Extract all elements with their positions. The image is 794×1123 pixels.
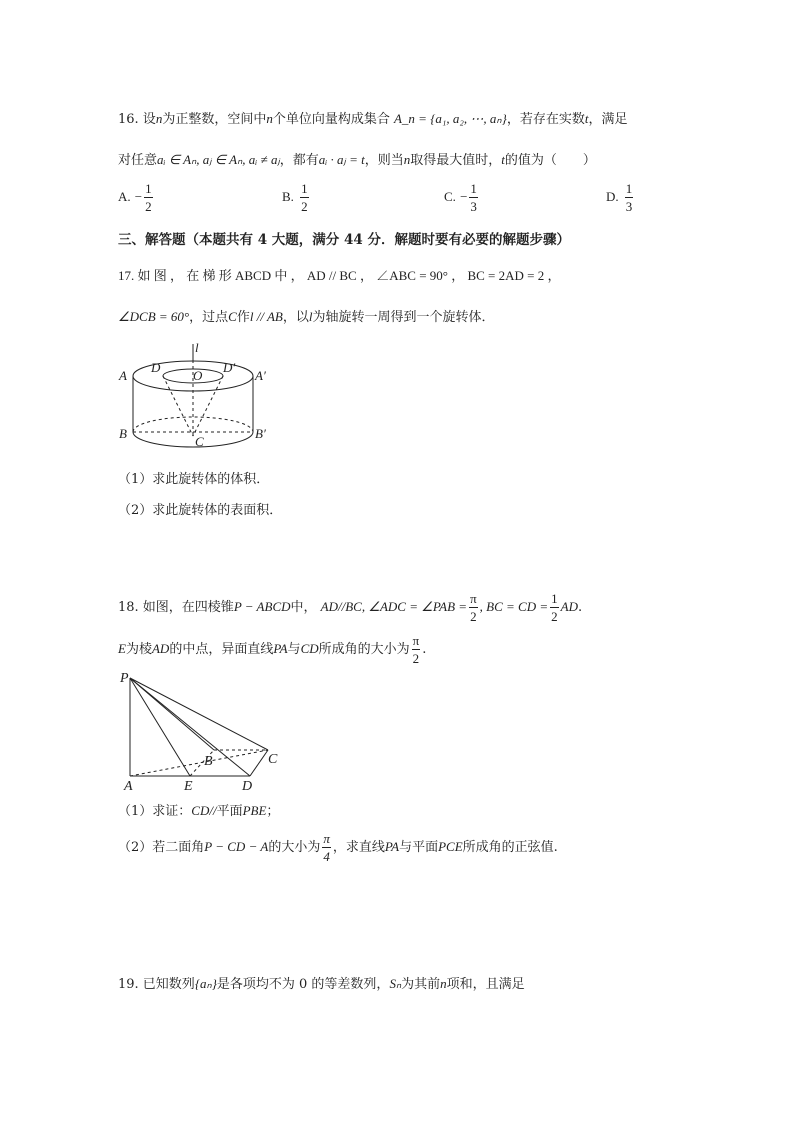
label-D: D — [151, 360, 161, 375]
fraction: $\frac{1}{3}$ — [625, 181, 633, 214]
label-B: B — [119, 426, 127, 441]
q16-option-b[interactable]: B. $\frac{1}{2}$ — [282, 181, 308, 214]
fraction-pi-2: $\frac{\pi}{2}$ — [412, 633, 420, 666]
q16-line1: 16. 设n为正整数，空间中n个单位向量构成集合 A_n = {a₁, a₂, ⋯, aₙ}，若存在实数t，满足 — [118, 111, 628, 127]
q18-sub1: （1）求证：CD//平面PBE； — [118, 803, 280, 819]
q17-line1: 17. 如 图 ， 在 梯 形 ABCD 中 ， AD // BC ， ∠ABC = 90° ， BC = 2AD = 2 ， — [118, 268, 561, 283]
q16-option-c[interactable]: C. − $\frac{1}{3}$ — [444, 181, 477, 214]
rotation-solid-figure — [115, 340, 275, 452]
label-B: B — [204, 754, 213, 769]
q16-option-d[interactable]: D. $\frac{1}{3}$ — [606, 181, 633, 214]
q16-option-a[interactable]: A. − $\frac{1}{2}$ — [118, 181, 152, 214]
q19-line1: 19. 已知数列{aₙ}是各项均不为 0 的等差数列，Sₙ为其前n项和，且满足 — [118, 976, 525, 992]
pyramid-figure — [118, 668, 288, 794]
label-A-prime: A′ — [255, 368, 266, 383]
label-P: P — [120, 671, 129, 686]
label-O: O — [193, 368, 203, 383]
fraction-pi-4: $\frac{\pi}{4}$ — [323, 831, 330, 864]
fraction: $\frac{1}{3}$ — [470, 181, 477, 214]
q17-sub1: （1）求此旋转体的体积． — [118, 472, 270, 487]
label-D: D — [242, 779, 253, 794]
label-B-prime: B′ — [255, 426, 266, 441]
q18-line1: 18. 如图，在四棱锥P − ABCD中， AD//BC, ∠ADC = ∠PAB = $\frac{\pi}{2}$ , BC = CD = $\frac{1}{2}$ AD. — [118, 591, 583, 624]
q17-line2: ∠DCB = 60°，过点C作l // AB，以l为轴旋转一周得到一个旋转体． — [118, 309, 495, 325]
fraction-pi-2: $\frac{\pi}{2}$ — [470, 591, 477, 624]
label-C: C — [195, 434, 204, 449]
label-A: A — [124, 779, 133, 794]
label-D-prime: D′ — [223, 360, 236, 375]
label-E: E — [184, 779, 193, 794]
fraction: $\frac{1}{2}$ — [301, 181, 308, 214]
q18-sub2: （2）若二面角P − CD − A的大小为 $\frac{\pi}{4}$ ，求直线PA与平面PCE所成角的正弦值. — [118, 831, 558, 864]
fraction: $\frac{1}{2}$ — [145, 181, 152, 214]
label-A: A — [119, 368, 127, 383]
fraction-half: $\frac{1}{2}$ — [551, 591, 558, 624]
section-heading: 三、解答题（本题共有 4 大题，满分 44 分．解题时要有必要的解题步骤） — [118, 232, 570, 248]
set-expression: A_n = {a₁, a₂, ⋯, aₙ} — [393, 111, 507, 126]
q16-line2: 对任意aᵢ ∈ Aₙ, aⱼ ∈ Aₙ, aᵢ ≠ aⱼ，都有aᵢ · aⱼ = t，则当n取得最大值时，t的值为（ ） — [118, 152, 596, 168]
q17-sub2: （2）求此旋转体的表面积． — [118, 503, 283, 518]
label-C: C — [268, 752, 278, 767]
label-l: l — [195, 340, 199, 355]
q18-line2: E为棱AD的中点，异面直线PA与CD所成角的大小为 $\frac{\pi}{2}$ . — [118, 633, 427, 666]
